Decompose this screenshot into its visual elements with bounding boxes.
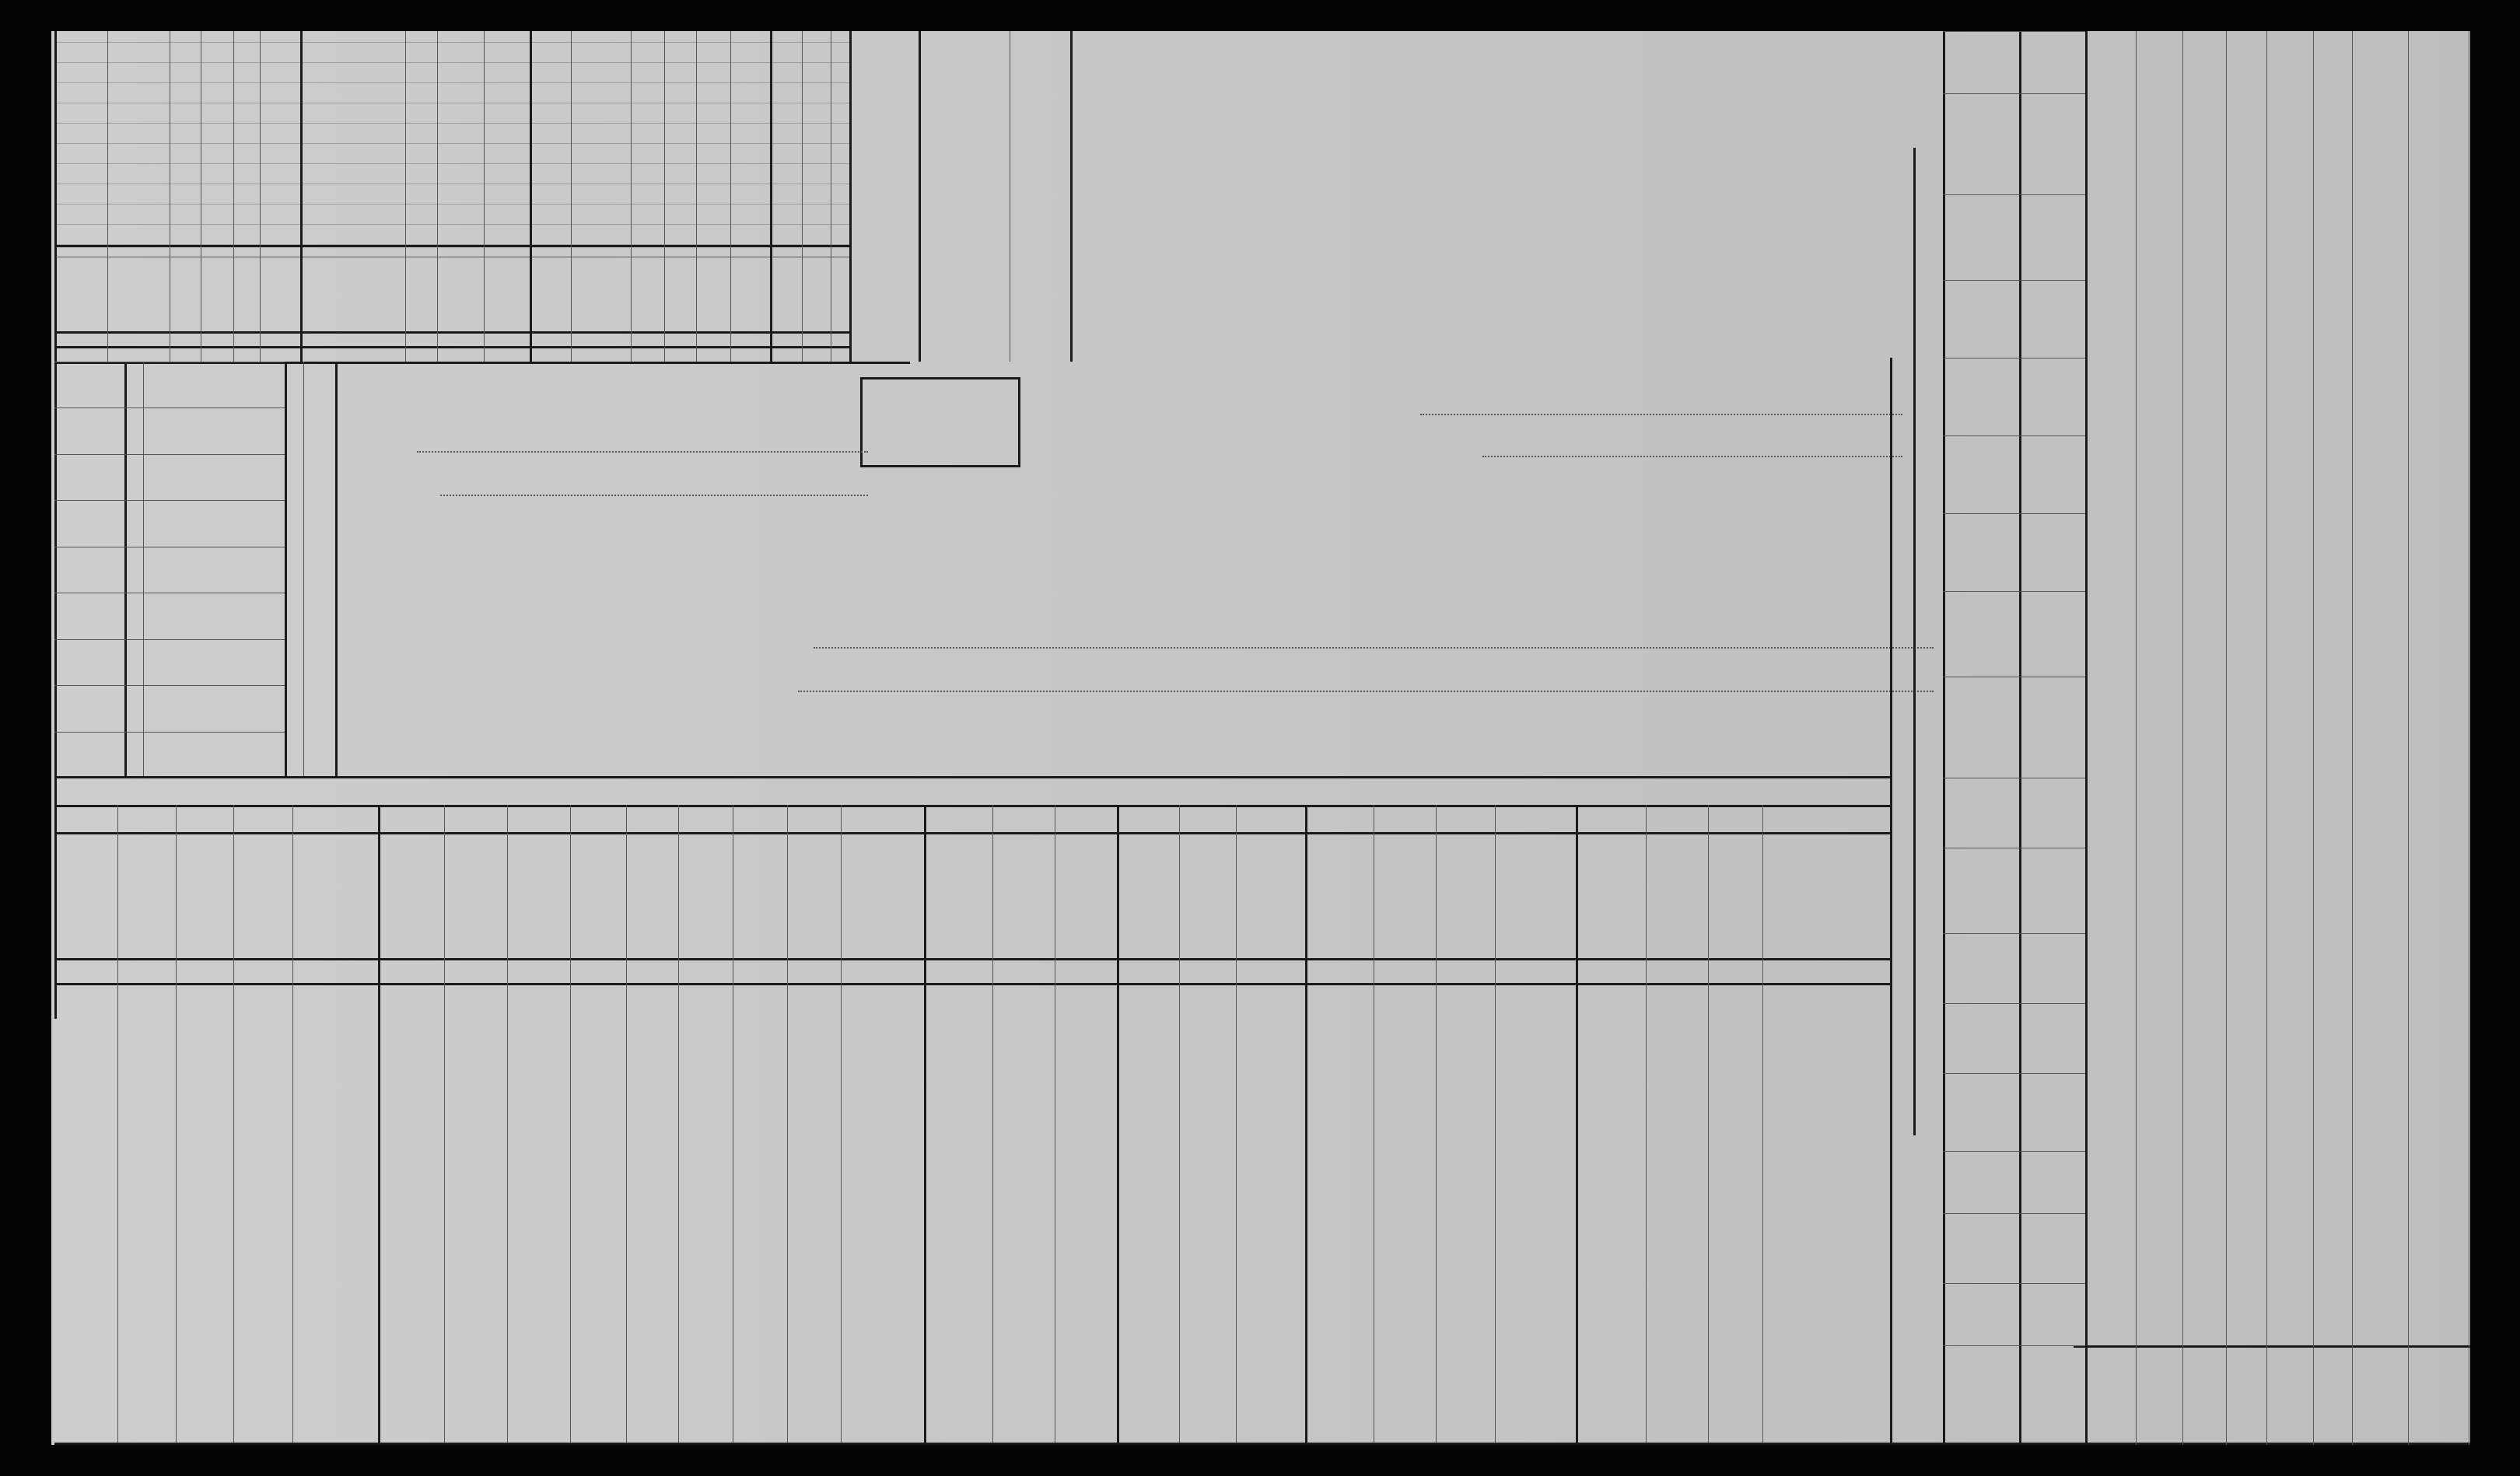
col-relation-header xyxy=(65,263,93,330)
col-mow-header xyxy=(238,264,258,302)
livestock-col-label xyxy=(1439,835,1492,957)
land-col-line xyxy=(1943,1151,2088,1152)
land-row-label xyxy=(2187,1348,2221,1440)
inventory-num xyxy=(126,503,142,543)
livestock-col-label xyxy=(447,835,504,957)
livestock-col-line xyxy=(992,805,993,1443)
livestock-col-label xyxy=(510,835,567,957)
land-row-label xyxy=(2318,1348,2347,1440)
livestock-col-label xyxy=(1711,835,1759,957)
livestock-col-line xyxy=(841,805,842,1443)
land-col-num xyxy=(2063,1029,2083,1052)
land-title xyxy=(1892,482,1912,1120)
inventory-row-line xyxy=(54,732,285,733)
land-col-num xyxy=(2063,1239,2083,1262)
livestock-col-line xyxy=(233,805,234,1443)
prochie-label xyxy=(1946,233,1969,350)
inventory-row-line xyxy=(54,407,285,408)
livestock-col-line xyxy=(1436,805,1437,1443)
inventory-row-line xyxy=(54,500,285,501)
livestock-col-label xyxy=(58,835,114,957)
livestock-col-label xyxy=(573,835,623,957)
land-row-label xyxy=(2271,1348,2308,1440)
land-col-num xyxy=(2063,1173,2083,1196)
livestock-col-line xyxy=(626,805,627,1443)
livestock-col-line xyxy=(1646,805,1647,1443)
livestock-col-line xyxy=(1576,805,1578,1443)
land-col-line xyxy=(1943,1283,2088,1284)
land-col-line xyxy=(1943,1073,2088,1074)
land-col-label xyxy=(2022,782,2053,843)
land-col-line xyxy=(1943,280,2088,281)
livestock-col-label xyxy=(1308,835,1370,957)
livestock-col-label xyxy=(1377,835,1433,957)
livestock-col-label xyxy=(790,835,838,957)
livestock-col-line xyxy=(1117,805,1119,1443)
land-col-line xyxy=(1943,194,2088,195)
trade-side-women xyxy=(954,263,1000,310)
land-row-label xyxy=(2357,1348,2403,1440)
land-row-line xyxy=(2182,31,2183,1445)
trade-status-men xyxy=(411,263,435,310)
livestock-col-label xyxy=(844,835,921,957)
inventory-section-title xyxy=(305,373,333,762)
land-col-num xyxy=(2063,803,2083,827)
livestock-col-label xyxy=(1239,835,1302,957)
land-col-label xyxy=(2022,852,2053,929)
land-row-line xyxy=(2352,31,2353,1445)
land-col-label xyxy=(2022,596,2053,672)
land-col-num xyxy=(2063,718,2083,741)
livestock-col-line xyxy=(678,805,679,1443)
census-card xyxy=(51,31,2470,1445)
livestock-col-label xyxy=(381,835,441,957)
land-row-line xyxy=(2136,31,2137,1445)
land-col-label xyxy=(2022,36,2053,89)
land-col-num xyxy=(2063,543,2083,566)
land-row-label xyxy=(2092,1348,2131,1440)
inventory-row-line xyxy=(54,454,285,455)
inventory-num xyxy=(126,365,142,404)
col-harvest-header-w xyxy=(763,264,791,302)
edinolichnye-label xyxy=(1972,607,1996,778)
land-col-label xyxy=(2022,199,2053,275)
land-col-line xyxy=(1943,31,2088,32)
land-col-label xyxy=(2022,440,2053,509)
land-row-label xyxy=(2140,1348,2178,1440)
livestock-col-label xyxy=(1766,835,1887,957)
livestock-col-line xyxy=(1890,805,1892,1443)
land-col-label xyxy=(2022,681,2053,773)
land-col-line xyxy=(1943,1213,2088,1214)
land-col-num xyxy=(2063,1103,2083,1126)
livestock-col-line xyxy=(117,805,118,1443)
land-col-num xyxy=(2063,624,2083,648)
land-col-num xyxy=(2063,387,2083,411)
livestock-col-label xyxy=(1579,835,1643,957)
livestock-col-label xyxy=(996,835,1052,957)
livestock-col-label xyxy=(296,835,375,957)
livestock-col-line xyxy=(444,805,445,1443)
trade-status-women xyxy=(924,263,947,310)
land-col-label xyxy=(2022,1288,2053,1341)
livestock-col-line xyxy=(1305,805,1307,1443)
livestock-col-line xyxy=(292,805,293,1443)
land-col-line xyxy=(1943,358,2088,359)
purchased-label xyxy=(1916,420,1940,607)
livestock-col-line xyxy=(1179,805,1180,1443)
land-col-line xyxy=(1943,93,2088,94)
col-work-header-w xyxy=(667,263,692,330)
livestock-col-label xyxy=(121,835,173,957)
land-row-label xyxy=(2413,1348,2464,1440)
livestock-col-label xyxy=(1182,835,1233,957)
land-num-line xyxy=(2085,31,2088,1445)
land-col-label xyxy=(2022,1218,2053,1278)
livestock-col-label xyxy=(927,835,989,957)
land-col-num xyxy=(2063,465,2083,488)
col-plow-header xyxy=(208,264,229,302)
land-col-line xyxy=(1943,435,2088,436)
land-col-line xyxy=(1943,591,2088,592)
inventory-row-line xyxy=(54,639,285,640)
inventory-num xyxy=(126,596,142,635)
land-row-line xyxy=(2266,31,2267,1445)
land-col-label xyxy=(2022,1350,2053,1440)
livestock-col-label xyxy=(1058,835,1114,957)
livestock-col-label xyxy=(179,835,230,957)
land-col-line xyxy=(1943,1345,2088,1346)
inventory-num xyxy=(126,642,142,682)
inventory-row-line xyxy=(54,685,285,686)
livestock-col-label xyxy=(1498,835,1573,957)
col-relation-header-w xyxy=(584,263,612,330)
livestock-col-line xyxy=(1495,805,1496,1443)
land-col-num xyxy=(2063,881,2083,904)
inventory-num xyxy=(126,457,142,497)
land-row-line xyxy=(2313,31,2314,1445)
land-row-line xyxy=(2408,31,2409,1445)
land-col-line xyxy=(1943,1003,2088,1004)
allotment-label xyxy=(1916,871,1940,1120)
livestock-col-label xyxy=(236,835,289,957)
trade-side-men xyxy=(443,263,481,310)
col-age-header xyxy=(129,263,152,330)
livestock-col-line xyxy=(924,805,926,1443)
col-plow-header-w xyxy=(701,264,721,302)
absent-men xyxy=(495,263,526,330)
land-col-line xyxy=(1943,513,2088,514)
plows-label xyxy=(286,364,302,449)
col-harvest-header xyxy=(268,264,296,302)
livestock-col-line xyxy=(1708,805,1709,1443)
absent-women xyxy=(1024,263,1062,330)
land-col-label xyxy=(2022,938,2053,999)
col-age-header-w xyxy=(635,263,658,330)
col-work-header xyxy=(174,263,199,330)
land-row-line xyxy=(2226,31,2227,1445)
livestock-col-line xyxy=(507,805,508,1443)
inventory-num xyxy=(126,688,142,728)
land-col-label xyxy=(2022,1156,2053,1208)
livestock-col-label xyxy=(1120,835,1176,957)
land-row-label xyxy=(2231,1348,2262,1440)
land-col-label xyxy=(2022,518,2053,586)
land-col-num xyxy=(2063,135,2083,158)
land-col-label xyxy=(2022,1008,2053,1069)
land-col-label xyxy=(2022,1078,2053,1146)
livestock-col-label xyxy=(1649,835,1705,957)
land-col-label xyxy=(2022,362,2053,431)
livestock-col-line xyxy=(1762,805,1763,1443)
ukreplennye-label xyxy=(1972,964,1996,1120)
land-col-num xyxy=(2063,228,2083,251)
land-col-num xyxy=(2063,1386,2083,1409)
livestock-col-line xyxy=(570,805,571,1443)
land-col-num xyxy=(2063,310,2083,333)
inventory-num xyxy=(126,550,142,589)
army-header xyxy=(536,263,567,347)
livestock-col-label xyxy=(736,835,784,957)
inventory-num xyxy=(126,411,142,450)
livestock-col-line xyxy=(1236,805,1237,1443)
livestock-col-line xyxy=(176,805,177,1443)
land-col-num xyxy=(2063,1305,2083,1328)
livestock-col-line xyxy=(787,805,788,1443)
col-mow-header-w xyxy=(733,264,753,302)
land-col-label xyxy=(2022,285,2053,353)
land-col-num xyxy=(2063,53,2083,76)
number-box xyxy=(860,377,1020,467)
livestock-col-label xyxy=(681,835,730,957)
livestock-col-label xyxy=(629,835,675,957)
land-col-line xyxy=(1943,933,2088,934)
land-col-label xyxy=(2022,98,2053,190)
inventory-num xyxy=(126,735,142,775)
livestock-col-line xyxy=(378,805,380,1443)
land-col-num xyxy=(2063,959,2083,982)
